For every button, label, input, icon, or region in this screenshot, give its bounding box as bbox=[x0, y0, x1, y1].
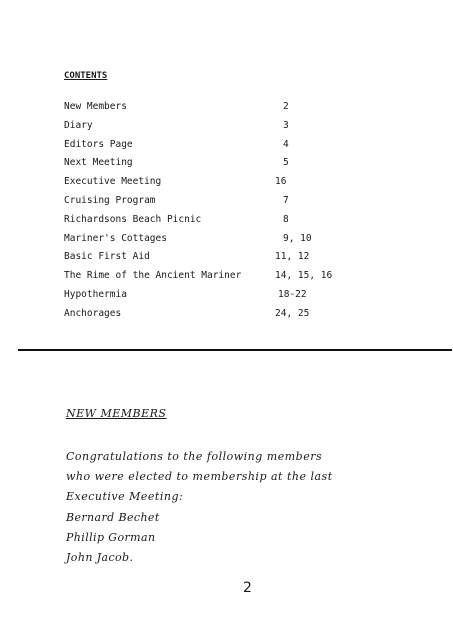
toc-title: Diary bbox=[64, 119, 93, 131]
toc-title: Executive Meeting bbox=[64, 176, 162, 188]
toc-page: 11, 12 bbox=[275, 251, 310, 263]
toc-row bbox=[64, 194, 394, 213]
toc-page: 2 bbox=[283, 101, 289, 112]
intro-line: Executive Meeting: bbox=[66, 490, 184, 503]
toc-title: Cruising Program bbox=[64, 194, 156, 206]
member-name: John Jacob. bbox=[66, 551, 134, 564]
intro-line: who were elected to membership at the last bbox=[66, 470, 333, 483]
toc-page: 7 bbox=[283, 194, 289, 206]
toc-title: Hypothermia bbox=[64, 288, 127, 300]
toc-title: Anchorages bbox=[64, 307, 122, 319]
toc-page: 5 bbox=[283, 157, 289, 169]
toc-title: The Rime of the Ancient Mariner bbox=[64, 270, 242, 282]
toc-page: 4 bbox=[283, 138, 289, 150]
toc-row bbox=[64, 288, 394, 307]
toc-page: 3 bbox=[283, 119, 289, 131]
toc-title: Editors Page bbox=[64, 138, 133, 150]
toc-title: Basic First Aid bbox=[64, 251, 150, 263]
member-name: Bernard Bechet bbox=[66, 511, 160, 524]
toc-row bbox=[64, 100, 394, 119]
toc-title: Mariner's Cottages bbox=[64, 232, 167, 244]
toc-title: New Members bbox=[64, 101, 127, 112]
toc-row bbox=[64, 156, 394, 175]
toc-title: Richardsons Beach Picnic bbox=[64, 213, 202, 225]
new-member-names bbox=[66, 508, 160, 568]
toc-row bbox=[64, 250, 394, 269]
intro-line: Congratulations to the following members bbox=[66, 450, 323, 463]
toc-row bbox=[64, 232, 394, 251]
toc-row bbox=[64, 175, 394, 194]
contents-heading: CONTENTS bbox=[64, 71, 108, 81]
toc-row bbox=[64, 213, 394, 232]
new-members-intro bbox=[66, 447, 446, 507]
toc-row bbox=[64, 119, 394, 138]
toc-page: 24, 25 bbox=[275, 307, 310, 319]
page-number: 2 bbox=[243, 580, 252, 596]
table-of-contents bbox=[64, 100, 394, 326]
toc-page: 9, 10 bbox=[283, 232, 312, 244]
new-members-heading: NEW MEMBERS bbox=[66, 407, 167, 420]
toc-page: 14, 15, 16 bbox=[275, 270, 333, 282]
toc-row bbox=[64, 269, 394, 288]
toc-page: 8 bbox=[283, 213, 289, 225]
toc-row bbox=[64, 138, 394, 157]
toc-page: 18-22 bbox=[278, 288, 307, 300]
member-name: Phillip Gorman bbox=[66, 531, 156, 544]
section-divider bbox=[18, 349, 452, 351]
toc-row bbox=[64, 307, 394, 326]
toc-page: 16 bbox=[275, 176, 287, 188]
toc-title: Next Meeting bbox=[64, 157, 133, 169]
